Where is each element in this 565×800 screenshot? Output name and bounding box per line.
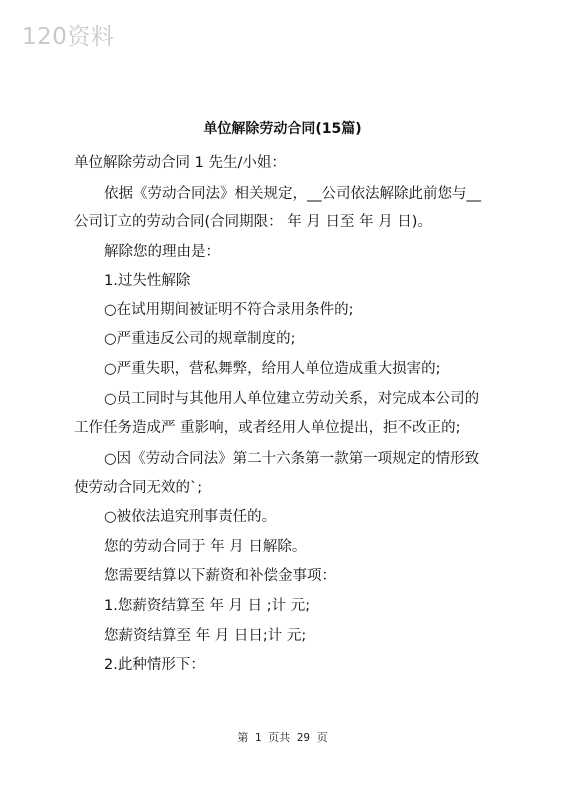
settlement-line: 1.您薪资结算至 年 月 日 ;计 元; [104, 598, 311, 614]
list-item: ○在试用期间被证明不符合录用条件的; [104, 302, 354, 318]
section-heading: 2.此种情形下： [104, 657, 205, 673]
document-title: 单位解除劳动合同(15篇) [203, 121, 362, 137]
list-item-continuation: 工作任务造成严 重影响，或者经用人单位提出，拒不改正的; [74, 420, 461, 436]
settlement-line: 您薪资结算至 年 月 日日;计 元; [104, 628, 307, 644]
paragraph-line: 依据《劳动合同法》相关规定，__公司依法解除此前您与__ [104, 186, 481, 202]
list-item: ○员工同时与其他用人单位建立劳动关系，对完成本公司的 [104, 391, 480, 407]
paragraph-line: 您的劳动合同于 年 月 日解除。 [104, 539, 307, 555]
paragraph-line: 您需要结算以下薪资和补偿金事项： [104, 568, 336, 584]
section-heading: 1.过失性解除 [104, 273, 191, 289]
watermark: 120资料 [22, 24, 115, 50]
paragraph-line: 公司订立的劳动合同(合同期限： 年 月 日至 年 月 日)。 [74, 214, 432, 230]
list-item: ○因《劳动合同法》第二十六条第一款第一项规定的情形致 [104, 451, 480, 467]
list-item-continuation: 使劳动合同无效的`; [74, 480, 203, 496]
page-footer: 第 1 页共 29 页 [237, 731, 328, 744]
paragraph-line: 解除您的理由是： [104, 244, 220, 260]
salutation-line: 单位解除劳动合同 1 先生/小姐： [74, 155, 286, 171]
list-item: ○被依法追究刑事责任的。 [104, 509, 277, 525]
list-item: ○严重违反公司的规章制度的; [104, 331, 296, 347]
list-item: ○严重失职，营私舞弊，给用人单位造成重大损害的; [104, 361, 441, 377]
